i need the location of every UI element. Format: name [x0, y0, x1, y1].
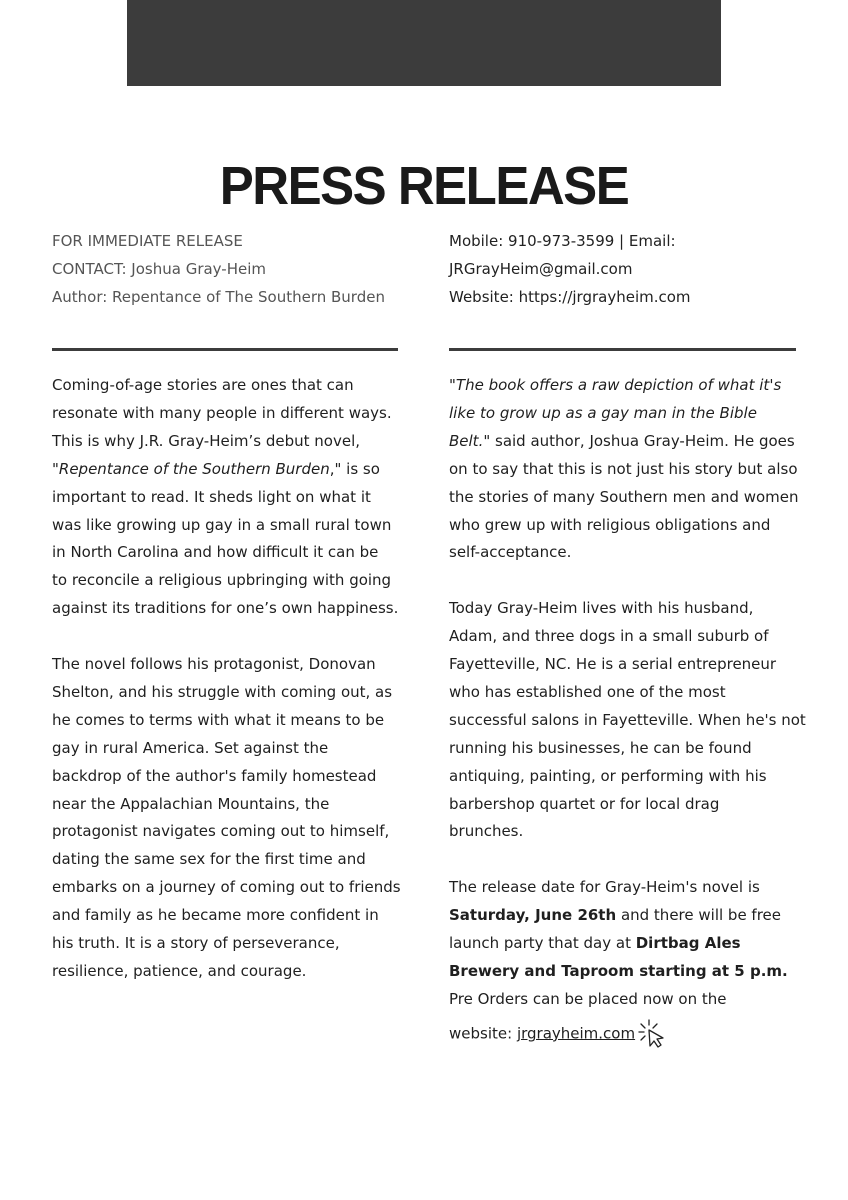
email-address: JRGrayHeim@gmail.com: [449, 260, 633, 278]
author-quote: The book offers a raw depiction of what it's: [455, 376, 782, 394]
contact-name: CONTACT: Joshua Gray-Heim: [52, 260, 266, 278]
header-contact-info: [52, 227, 412, 311]
paragraph-novel-summary: The novel follows his protagonist, Donovan Shelton, and his struggle with coming out, as he comes to terms with what it means to be gay in rural America. Set against the backdrop of the author's family homestead near the Appalachian Mountains, the protagonist navigates coming out to himself, dating the same sex for the first time and embarks on a journey of coming out to friends and family as he became more confident in his truth. It is a story of perseverance, resilience, patience, and courage.: [52, 655, 401, 981]
mobile-email-label: Mobile: 910-973-3599 | Email:: [449, 232, 676, 250]
venue-time: Brewery and Taproom starting at 5 p.m.: [449, 962, 788, 980]
divider-right: [449, 348, 796, 351]
left-column: [52, 372, 404, 986]
paragraph-intro: Coming-of-age stories are ones that can resonate with many people in different ways. This is why J.R. Gray-Heim’s debut novel, "Repentance of the Southern Burden," is so important to read. It sheds light on what it was like growing up gay in a small rural town in North Carolina and how difficult it can be to reconcile a religious upbringing with going against its traditions for one’s own happiness.: [52, 376, 399, 618]
release-date: Saturday, June 26th: [449, 906, 617, 925]
cursor-click-icon: [637, 1018, 671, 1058]
venue-name: Dirtbag Ales: [635, 934, 741, 953]
website-line: Website: https://jrgrayheim.com: [449, 288, 691, 306]
website-link[interactable]: jrgrayheim.com: [516, 1024, 636, 1043]
release-type: FOR IMMEDIATE RELEASE: [52, 232, 243, 250]
paragraph-quote: "The book offers a raw depiction of what it's like to grow up as a gay man in the Bible Belt." said author, Joshua Gray-Heim. He goes on to say that this is not just his story but also the stories of many Southern men and women who grew up with religious obligations and self-acceptance.: [449, 376, 799, 562]
book-title: Repentance of the Southern Burden: [58, 459, 330, 478]
paragraph-author-bio: Today Gray-Heim lives with his husband, Adam, and three dogs in a small suburb of Fayetteville, NC. He is a serial entrepreneur who has established one of the most successful salons in Fayetteville. When he's not running his businesses, he can be found antiquing, painting, or performing with his barbershop quartet or for local drag brunches.: [449, 599, 806, 841]
paragraph-release-info: The release date for Gray-Heim's novel is Saturday, June 26th and there will be free launch party that day at Dirtbag Ales Brewery and Taproom starting at 5 p.m. Pre Orders can be placed now on the website: jrgrayheim.com: [449, 874, 801, 1053]
divider-left: [52, 348, 398, 351]
top-banner: [127, 0, 721, 86]
right-column: [449, 372, 806, 1054]
page-title: PRESS RELEASE: [219, 155, 629, 216]
header-contact-details: [449, 227, 809, 311]
author-book: Author: Repentance of The Southern Burden: [52, 288, 385, 306]
